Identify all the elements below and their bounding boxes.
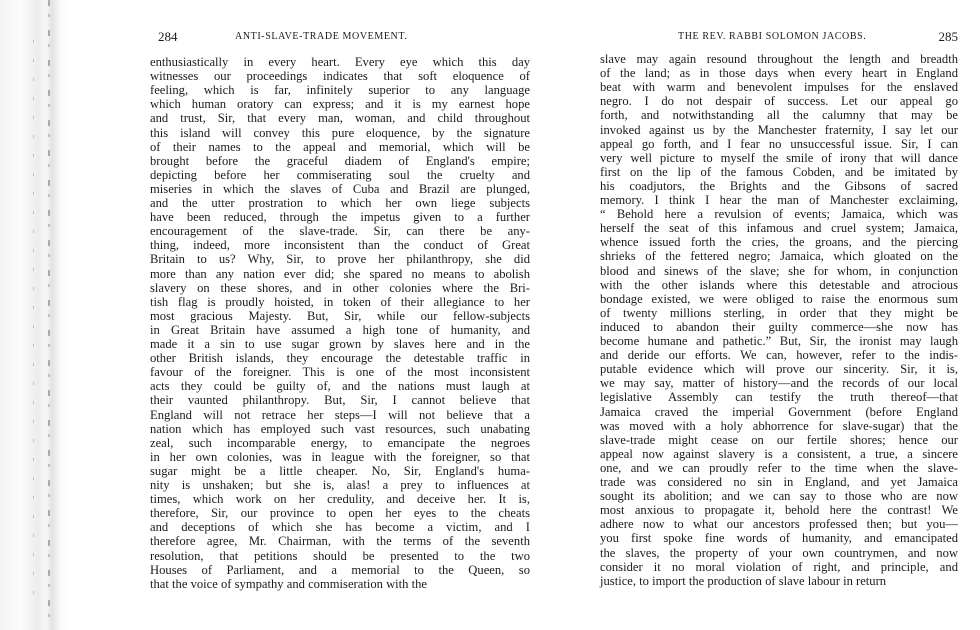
text-line: and the utter prostration to which her own liege subjects [150,196,530,210]
text-line: resolution, that petitions should be presented to the two [150,548,530,563]
left-page-number: 284 [158,29,178,44]
text-line: which human oratory can express; and it is my earnest hope [150,97,530,112]
text-line: become humane and pathetic.” But, Sir, the ironist may laugh [600,334,958,348]
text-line: “ Behold here a revulsion of events; Jamaica, which was [600,207,958,222]
text-line: the slaves, the property of your own countrymen, and now [600,545,958,560]
text-line: putable evidence which will prove our sincerity. Sir, it is, [600,362,958,377]
text-line: encouragement of the slave-trade. Sir, can there be any- [150,224,530,239]
text-line: thing, indeed, more inconsistent than the conduct of Great [150,238,530,253]
text-line: that the voice of sympathy and commiseration with the [150,576,427,591]
book-gutter-binding [0,0,70,630]
text-line: nation which has employed such vast resources, such unabating [150,421,530,436]
text-line: with the other islands where this detestable and atrocious [600,277,958,292]
text-line: beat with warm and benevolent impulses for the enslaved [600,80,958,95]
right-running-title: THE REV. RABBI SOLOMON JACOBS. [678,31,867,42]
text-line: justice, to import the production of slave labour in return [600,573,887,588]
text-line: one, and we can proudly refer to the time when the slave- [600,460,958,475]
text-line: of twenty millions sterling, in order that they might be [600,305,958,320]
text-line: have been reduced, through the impetus given to a further [150,210,530,225]
text-line: sought its abolition; and we can say to those who are now [600,489,958,504]
text-line: appeal go forth, and I fear no unsuccessful issue. Sir, I can [600,136,958,151]
text-line: herself the seat of this infamous and cruel system; Jamaica, [600,221,958,236]
text-line: depicting before her commiserating soul the cruelty and [150,167,530,182]
text-line: and deceptions of which she has become a victim, and I [150,520,530,535]
text-line: miseries in which the slaves of Cuba and Brazil are plunged, [150,181,530,196]
text-line: induced to abandon their guilty commerce—she now has [600,319,958,334]
text-line: forth, and notwithstanding all the calumny that may be [600,108,958,123]
text-line: acts they could be guilty of, and the nations must laugh at [150,379,530,394]
text-line: favour of the foreigner. This is one of the most inconsistent [150,365,530,380]
text-line: slavery on these shores, and in other colonies where the Bri- [150,280,530,295]
text-line: most anxious to propagate it, behold here the contrast! We [600,503,958,518]
text-line: made it a sin to use sugar grown by slaves here and in the [150,337,530,351]
text-line: therefore agree, Mr. Chairman, with the terms of the seventh [150,534,530,549]
left-running-title: ANTI-SLAVE-TRADE MOVEMENT. [235,31,408,42]
text-line: and trust, Sir, that every man, woman, and child throughout [150,111,530,126]
right-running-head [600,31,958,47]
text-line: slave may again resound throughout the length and breadth [600,52,958,66]
text-line: times, which work on her credulity, and deceive her. It is, [150,492,530,507]
text-line: first on the lip of the famous Cobden, and be imitated by [600,164,958,179]
text-line: invoked against us by the Manchester fraternity, I say let our [600,122,958,137]
text-line: Houses of Parliament, and a memorial to the Queen, so [150,562,530,577]
text-line: other British islands, they encourage the detestable traffic in [150,351,530,366]
text-line: you first spoke fine words of humanity, and emancipated [600,531,958,546]
text-line: in Great Britain have assumed a high tone of humanity, and [150,322,530,337]
text-line: their vaunted philanthropy. But, Sir, I cannot believe that [150,393,530,408]
text-line: more than any nation ever did; she spared no means to abolish [150,266,530,281]
text-line: sugar might be a little cheaper. No, Sir, England's huma- [150,463,530,478]
text-line: this island will convey this pure eloquence, by the signature [150,125,530,140]
text-line: brought before the graceful diadem of England's empire; [150,153,530,168]
text-line: his coadjutors, the Brights and the Gibsons of sacred [600,178,958,193]
text-line: legislative Assembly can testify the truth thereof—that [600,390,958,405]
text-line: slave-trade might cease on our fertile shores; hence our [600,432,958,447]
right-page-number: 285 [938,29,958,44]
text-line: Britain to us? Why, Sir, to prove her philanthropy, she did [150,252,530,267]
text-line: whence issued forth the cries, the groans, and the piercing [600,235,958,250]
text-line: adhere now to what our ancestors professed then; but you— [600,517,958,532]
text-line: England will not retrace her steps—I will not believe that a [150,407,530,422]
text-line: witnesses our proceedings indicates that soft eloquence of [150,69,530,84]
text-line: consider it no moral violation of right, and principle, and [600,559,958,574]
text-line: appeal now against slavery is a consistent, a true, a sincere [600,446,958,461]
text-line: was moved with a holy abhorrence for slave-sugar) that the [600,418,958,433]
text-line: negro. I do not despair of success. Let our appeal go [600,94,958,109]
text-line: therefore, Sir, our province to open her eyes to the cheats [150,506,530,521]
text-line: enthusiastically in every heart. Every eye which this day [150,55,530,69]
text-line: very well picture to myself the smile of irony that will dance [600,150,958,165]
text-line: of the land; as in those days when every heart in England [600,66,958,81]
text-line: blood and sinews of the slave; she for whom, in conjunction [600,263,958,278]
text-line: we may say, matter of history—and the records of our local [600,376,958,391]
left-page [150,0,530,630]
text-line: shrieks of the fettered negro; Jamaica, which gloated on the [600,249,958,264]
text-line: bondage existed, we were obliged to raise the enormous sum [600,291,958,306]
text-line: nity is unshaken; but she is, alas! a prey to influences at [150,478,530,492]
text-line: tish flag is proudly hoisted, in token of their allegiance to her [150,294,530,309]
text-line: zeal, such incomparable energy, to emancipate the negroes [150,435,530,450]
text-line: most gracious Majesty. But, Sir, while our fellow-subjects [150,308,530,323]
text-line: and deride our efforts. We can, however, refer to the indis- [600,348,958,363]
left-running-head [150,31,530,47]
text-line: feeling, which is far, infinitely superior to any language [150,83,530,98]
text-line: memory. I think I hear the man of Manchester exclaiming, [600,193,958,207]
right-page [600,0,958,630]
text-line: of their names to the appeal and memorial, which will be [150,139,530,154]
text-line: trade was considered no sin in England, and yet Jamaica [600,475,958,489]
text-line: Jamaica craved the imperial Government (before England [600,404,958,419]
text-line: in her own colonies, was in league with the foreigner, so that [150,449,530,464]
